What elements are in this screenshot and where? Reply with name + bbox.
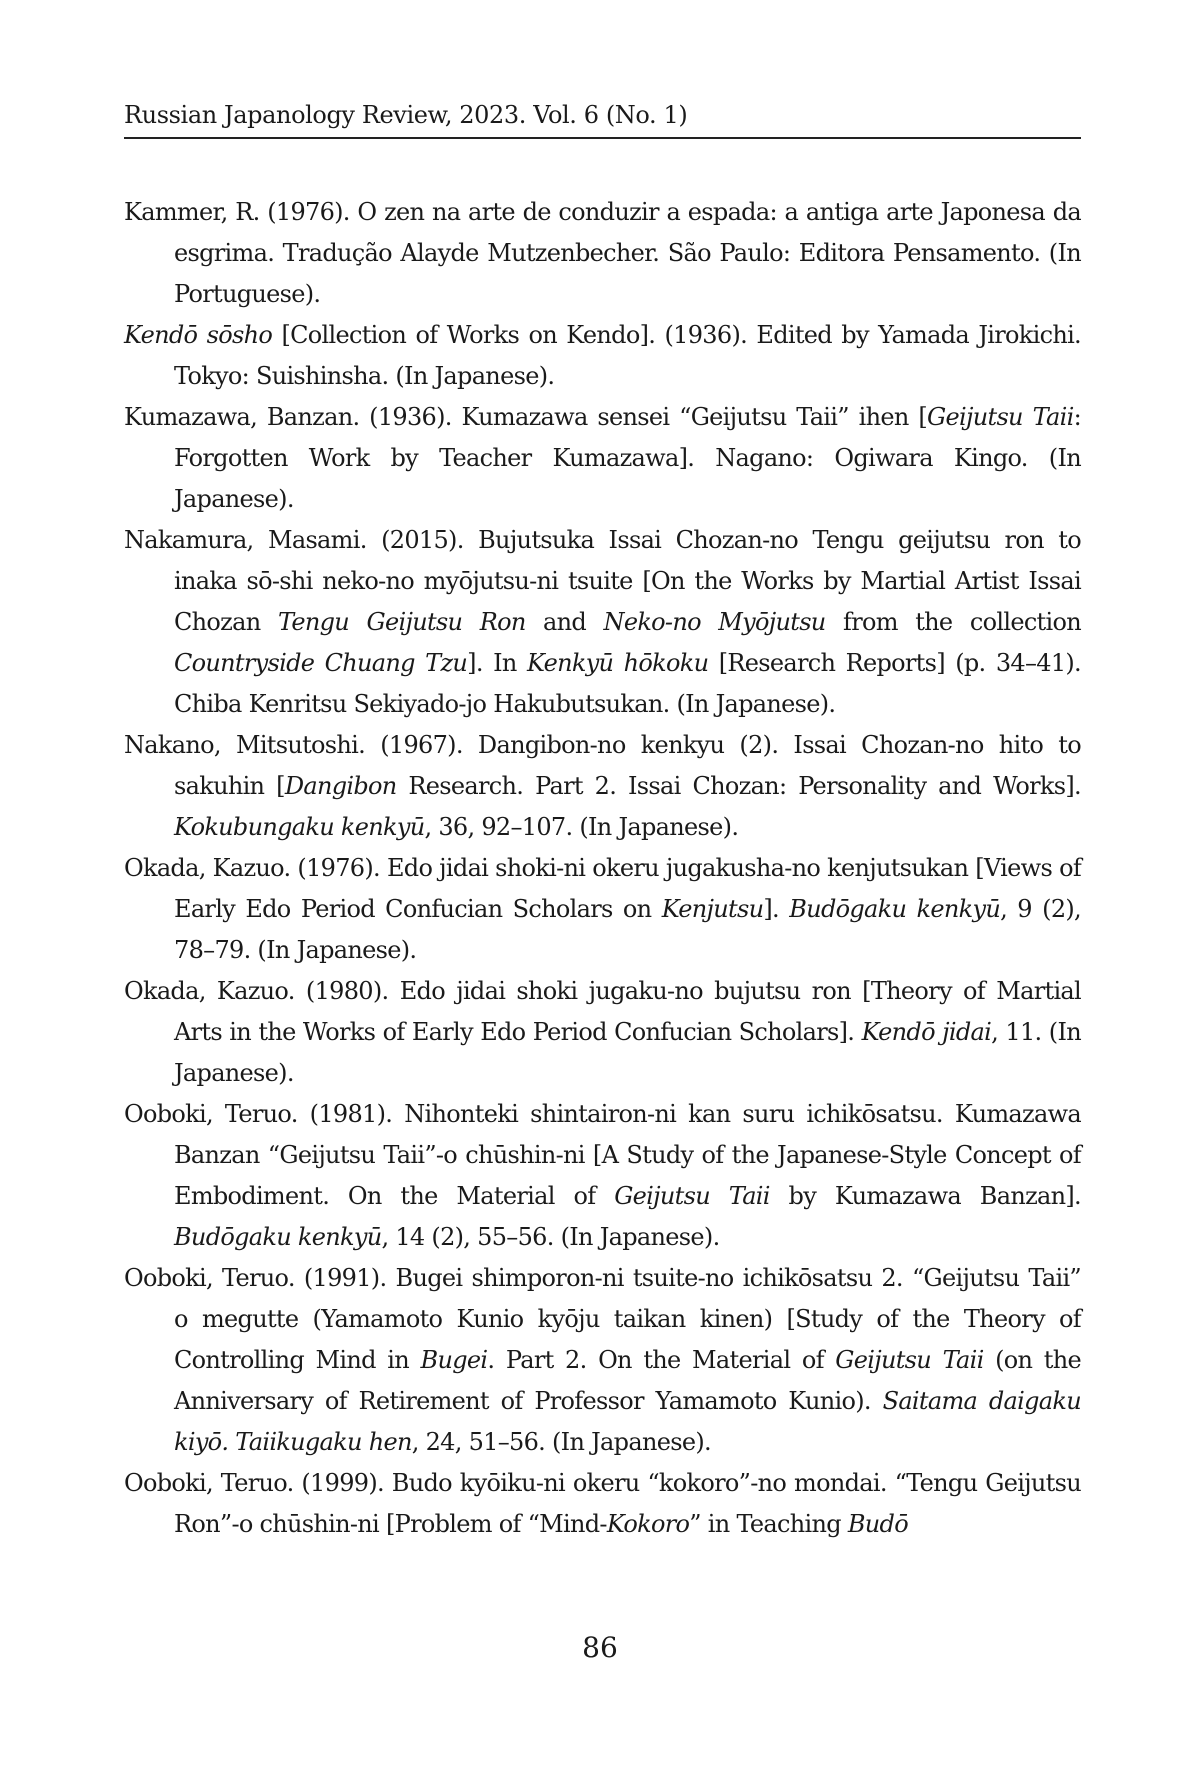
reference-text: Research. Part 2. Issai Chozan: Personality and Works].: [396, 772, 1081, 800]
reference-entry: [124, 848, 1081, 971]
reference-text: by Kumazawa Banzan].: [769, 1182, 1081, 1210]
reference-entry: [124, 1258, 1081, 1463]
reference-italic-text: Budō: [847, 1510, 908, 1538]
reference-text: Kammer, R. (1976). O zen na arte de conduzir a espada: a antiga arte Japonesa da esgrima. Tradução Alayde Mutzenbecher. São Paulo: Editora Pensamento. (In Portuguese).: [124, 198, 1081, 308]
reference-text: Ooboki, Teruo. (1999). Budo kyōiku-ni okeru “kokoro”-no mondai. “Tengu Geijutsu Ron”-o chūshin-ni [Problem of “Mind-: [124, 1469, 1081, 1538]
reference-italic-text: Kokoro: [606, 1510, 690, 1538]
reference-italic-text: Kendō sōsho: [124, 321, 273, 349]
reference-italic-text: Tengu Geijutsu Ron: [277, 608, 526, 636]
running-header: Russian Japanology Review, 2023. Vol. 6 (No. 1): [124, 96, 1081, 139]
reference-italic-text: Kenjutsu: [661, 895, 764, 923]
reference-italic-text: Budōgaku kenkyū: [174, 1223, 382, 1251]
reference-entry: [124, 1463, 1081, 1545]
reference-text: ” in Teaching: [689, 1510, 848, 1538]
reference-italic-text: Bugei: [420, 1346, 488, 1374]
reference-italic-text: Countryside Chuang Tzu: [174, 649, 468, 677]
reference-text: . Part 2. On the Material of: [487, 1346, 836, 1374]
reference-text: Kumazawa, Banzan. (1936). Kumazawa sensei “Geijutsu Taii” ihen [: [124, 403, 928, 431]
reference-text: Ooboki, Teruo. (1991). Bugei shimporon-ni tsuite-no ichikōsatsu 2. “Geijutsu Taii” o megutte (Yamamoto Kunio kyōju taikan kinen) [Study of the Theory of Controlling Mind in: [124, 1264, 1081, 1374]
reference-text: Nakamura, Masami. (2015). Bujutsuka Issai Chozan-no Tengu geijutsu ron to inaka sō-shi neko-no myōjutsu-ni tsuite [On the Works by Martial Artist Issai Chozan: [124, 526, 1081, 636]
reference-italic-text: Neko-no Myōjutsu: [603, 608, 826, 636]
reference-italic-text: Budōgaku kenkyū: [789, 895, 1001, 923]
reference-text: Okada, Kazuo. (1980). Edo jidai shoki jugaku-no bujutsu ron [Theory of Martial Arts in the Works of Early Edo Period Confucian Scholars].: [124, 977, 1081, 1046]
reference-text: ].: [763, 895, 790, 923]
reference-entry: [124, 725, 1081, 848]
reference-text: , 36, 92–107. (In Japanese).: [424, 813, 739, 841]
reference-entry: [124, 1094, 1081, 1258]
reference-text: , 9 (2), 78–79. (In Japanese).: [174, 895, 1081, 964]
reference-text: : Forgotten Work by Teacher Kumazawa]. Nagano: Ogiwara Kingo. (In Japanese).: [174, 403, 1081, 513]
reference-text: from the collection: [825, 608, 1081, 636]
reference-list: [124, 192, 1081, 1545]
reference-text: [Collection of Works on Kendo]. (1936). Edited by Yamada Jirokichi. Tokyo: Suishinsha. (In Japanese).: [174, 321, 1081, 390]
reference-text: , 14 (2), 55–56. (In Japanese).: [381, 1223, 720, 1251]
reference-entry: [124, 971, 1081, 1094]
reference-text: ]. In: [467, 649, 527, 677]
reference-italic-text: Dangibon: [284, 772, 397, 800]
reference-text: (on the Anniversary of Retirement of Professor Yamamoto Kunio).: [174, 1346, 1081, 1415]
reference-entry: [124, 192, 1081, 315]
reference-entry: [124, 315, 1081, 397]
reference-italic-text: Kenkyū hōkoku: [527, 649, 709, 677]
reference-italic-text: Saitama daigaku kiyō. Taiikugaku hen: [174, 1387, 1081, 1456]
page-number: 86: [582, 1631, 618, 1664]
reference-entry: [124, 520, 1081, 725]
reference-text: Ooboki, Teruo. (1981). Nihonteki shintairon-ni kan suru ichikōsatsu. Kumazawa Banzan “Geijutsu Taii”-o chūshin-ni [A Study of the Japanese-Style Concept of Embodiment. On the Material of: [124, 1100, 1081, 1210]
reference-text: Nakano, Mitsutoshi. (1967). Dangibon-no kenkyu (2). Issai Chozan-no hito to sakuhin [: [124, 731, 1081, 800]
reference-text: , 24, 51–56. (In Japanese).: [411, 1428, 711, 1456]
reference-italic-text: Geijutsu Taii: [614, 1182, 770, 1210]
reference-italic-text: Geijutsu Taii: [927, 403, 1074, 431]
reference-text: [Research Reports] (p. 34–41). Chiba Kenritsu Sekiyado-jo Hakubutsukan. (In Japanese).: [174, 649, 1081, 718]
reference-italic-text: Kendō jidai: [861, 1018, 992, 1046]
reference-text: Okada, Kazuo. (1976). Edo jidai shoki-ni okeru jugakusha-no kenjutsukan [Views of Early Edo Period Confucian Scholars on: [124, 854, 1081, 923]
reference-entry: [124, 397, 1081, 520]
reference-text: and: [525, 608, 604, 636]
reference-italic-text: Geijutsu Taii: [835, 1346, 984, 1374]
reference-italic-text: Kokubungaku kenkyū: [174, 813, 425, 841]
reference-text: , 11. (In Japanese).: [174, 1018, 1081, 1087]
